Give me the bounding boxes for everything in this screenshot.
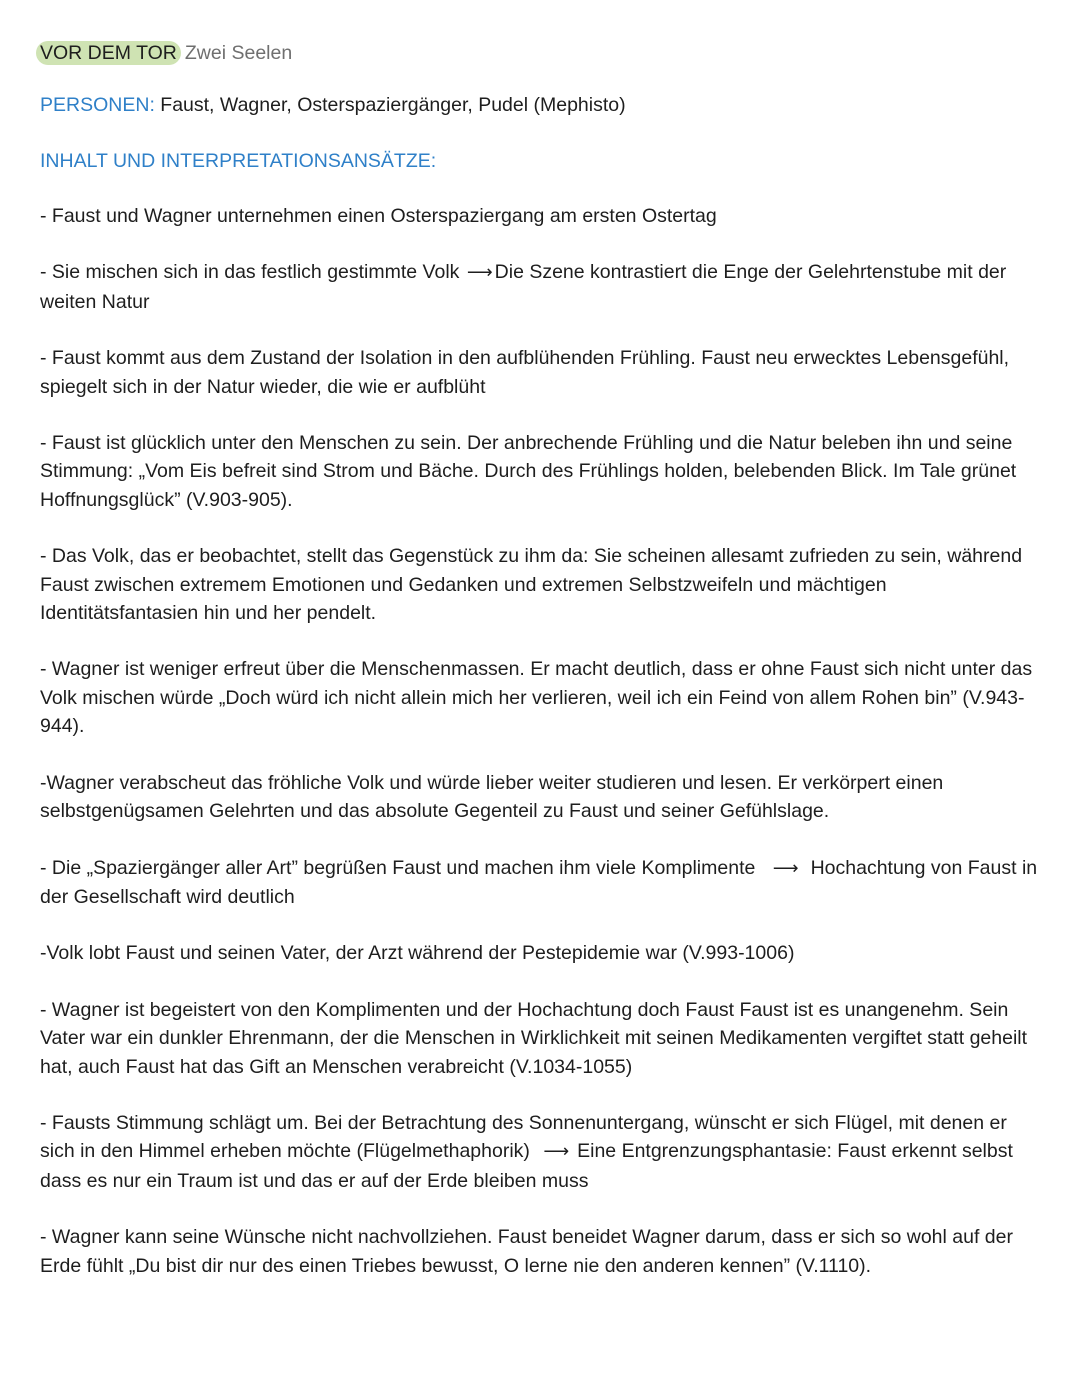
paragraph-1: - Faust und Wagner unternehmen einen Osterspaziergang am ersten Ostertag [40,205,717,227]
paragraph-10: - Wagner ist begeistert von den Komplimenten und der Hochachtung doch Faust Faust ist es unangenehm. Sein Vater war ein dunkler Ehrenmann, der die Menschen in Wirklichkeit mit seinen Medikamenten vergiftet statt geheilt hat, auch Faust hat das Gift an Menschen verabreicht (V.1034-1055) [40,998,1028,1078]
persons-label: PERSONEN: [40,94,155,116]
paragraph-2-part-1: - Sie mischen sich in das festlich gestimmte Volk [40,261,460,284]
paragraph-2 [40,258,1040,316]
heading-line [40,38,1040,68]
paragraph-3: - Faust kommt aus dem Zustand der Isolation in den aufblühenden Frühling. Faust neu erwecktes Lebensgefühl, spiegelt sich in der Natur wieder, die wie er aufblüht [40,347,1010,398]
paragraph-11-part-1: - Fausts Stimmung schlägt um. Bei der Betrachtung des Sonnenuntergang, wünscht er sich Flügel, mit denen er sich in den Himmel erheben möchte (Flügelmethaphorik) [40,1111,1007,1163]
paragraph-11-part-2: Eine Entgrenzungsphantasie: Faust erkennt selbst dass es nur ein Traum ist und das er auf der Erde bleiben muss [40,1140,1013,1192]
paragraph-7: -Wagner verabscheut das fröhliche Volk und würde lieber weiter studieren und lesen. Er verkörpert einen selbstgenügsamen Gelehrten und das absolute Gegenteil zu Faust und seiner Gefühlslage. [40,771,944,823]
persons-line [40,90,1040,120]
section-subtitle: Zwei Seelen [184,42,293,64]
paragraph-5: - Das Volk, das er beobachtet, stellt das Gegenstück zu ihm da: Sie scheinen allesamt zufrieden zu sein, während Faust zwischen extremem Emotionen und Gedanken und extremen Selbstzweifeln und mächtigen Identitätsfantasien hin und her pendelt. [40,545,1023,625]
paragraph-8-part-2: Hochachtung von Faust in der Gesellschaft wird deutlich [40,856,1038,908]
paragraph-4: - Faust ist glücklich unter den Menschen zu sein. Der anbrechende Frühling und die Natur beleben ihn und seine Stimmung: „Vom Eis befreit sind Strom und Bäche. Durch des Frühlings holden, belebenden Blick. Im Tale grünet Hoffnungsglück” (V.903-905). [40,432,1017,511]
paragraph-8-part-1: - Die „Spaziergänger aller Art” begrüßen Faust und machen ihm viele Komplimente [40,856,756,879]
paragraph-8 [40,854,1040,912]
arrow-right-icon: ⟶ [466,262,493,284]
arrow-right-icon: ⟶ [543,1141,570,1163]
content-heading: INHALT UND INTERPRETATIONSANSÄTZE: [40,150,437,172]
persons-value: Faust, Wagner, Osterspaziergänger, Pudel (Mephisto) [154,94,626,116]
section-title: VOR DEM TOR [36,41,181,65]
paragraph-9: -Volk lobt Faust und seinen Vater, der Arzt während der Pestepidemie war (V.993-1006) [40,942,795,965]
arrow-right-icon: ⟶ [772,857,799,879]
paragraph-11 [40,1109,1040,1195]
paragraph-12: - Wagner kann seine Wünsche nicht nachvollziehen. Faust beneidet Wagner darum, dass er sich so wohl auf der Erde fühlt „Du bist dir nur des einen Triebes bewusst, O lerne nie den anderen kennen” (V.1110). [40,1226,1013,1277]
paragraph-2-part-2: Die Szene kontrastiert die Enge der Gelehrtenstube mit der weiten Natur [40,261,1007,313]
paragraph-6: - Wagner ist weniger erfreut über die Menschenmassen. Er macht deutlich, dass er ohne Faust sich nicht unter das Volk mischen würde „Doch würd ich nicht allein mich her verlieren, weil ich ein Feind von allem Rohen bin” (V.943-944). [40,658,1033,738]
